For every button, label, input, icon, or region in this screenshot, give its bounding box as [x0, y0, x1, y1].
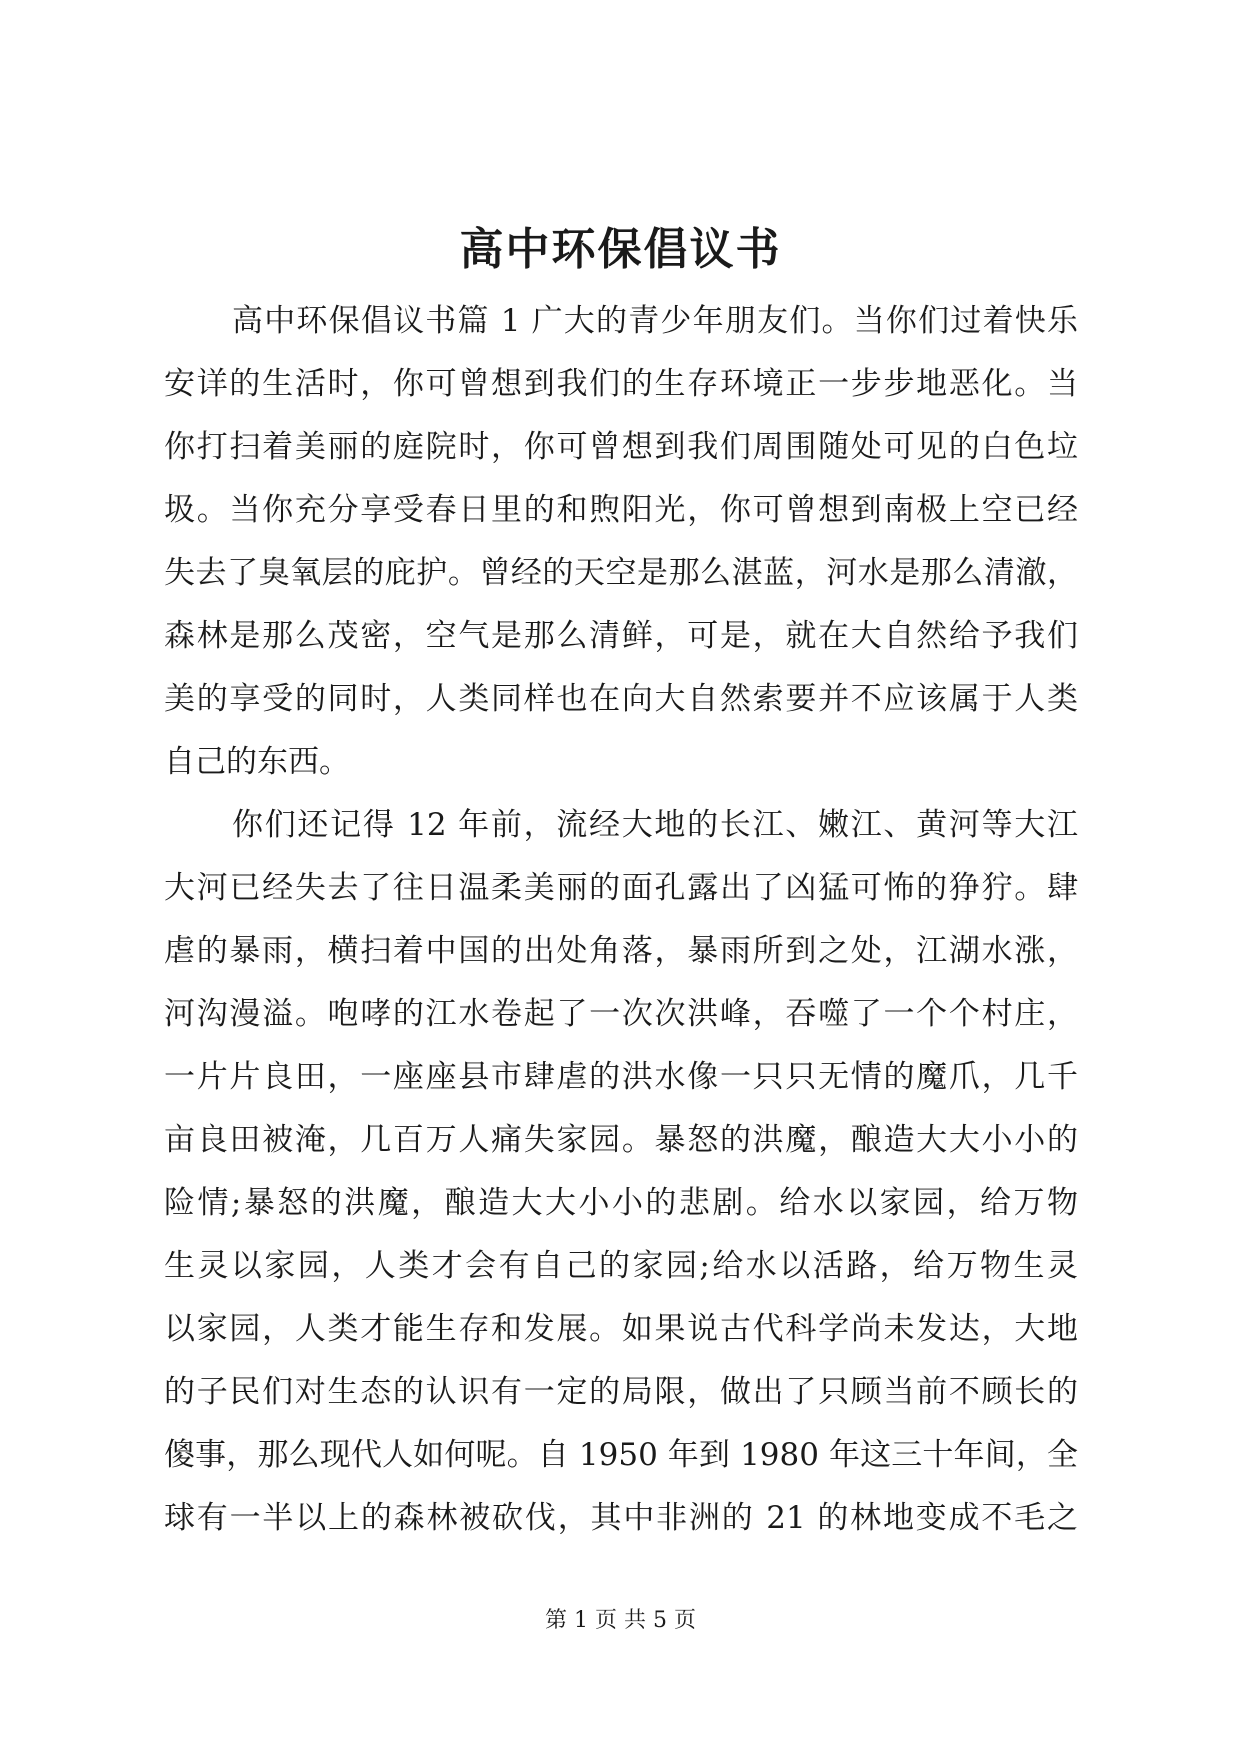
- text-line: 失去了臭氧层的庇护。曾经的天空是那么湛蓝，河水是那么清澈，: [164, 555, 1078, 591]
- paragraph-2: [164, 794, 1078, 1550]
- paragraph-1: [164, 290, 1078, 794]
- text-line: 生灵以家园，人类才会有自己的家园;给水以活路，给万物生灵: [164, 1248, 1078, 1284]
- text-line: 美的享受的同时，人类同样也在向大自然索要并不应该属于人类: [164, 681, 1078, 717]
- text-line: 你们还记得 12 年前，流经大地的长江、嫩江、黄河等大江: [232, 807, 1078, 843]
- text-line: 自己的东西。: [164, 744, 350, 780]
- page-footer: 第 1 页 共 5 页: [545, 1608, 696, 1633]
- text-line: 球有一半以上的森林被砍伐，其中非洲的 21 的林地变成不毛之: [164, 1500, 1078, 1536]
- text-line: 高中环保倡议书篇 1 广大的青少年朋友们。当你们过着快乐: [232, 303, 1078, 339]
- text-line: 你打扫着美丽的庭院时，你可曾想到我们周围随处可见的白色垃: [164, 429, 1078, 465]
- text-line: 的子民们对生态的认识有一定的局限，做出了只顾当前不顾长的: [164, 1374, 1078, 1410]
- text-line: 以家园，人类才能生存和发展。如果说古代科学尚未发达，大地: [164, 1311, 1078, 1347]
- text-line: 险情;暴怒的洪魔，酿造大大小小的悲剧。给水以家园，给万物: [164, 1185, 1078, 1221]
- text-line: 一片片良田，一座座县市肆虐的洪水像一只只无情的魔爪，几千: [164, 1059, 1078, 1095]
- text-line: 圾。当你充分享受春日里的和煦阳光，你可曾想到南极上空已经: [164, 492, 1078, 528]
- text-line: 大河已经失去了往日温柔美丽的面孔露出了凶猛可怖的狰狞。肆: [164, 870, 1078, 906]
- text-line: 亩良田被淹，几百万人痛失家园。暴怒的洪魔，酿造大大小小的: [164, 1122, 1078, 1158]
- text-line: 森林是那么茂密，空气是那么清鲜，可是，就在大自然给予我们: [164, 618, 1078, 654]
- text-line: 河沟漫溢。咆哮的江水卷起了一次次洪峰，吞噬了一个个村庄，: [164, 996, 1078, 1032]
- text-line: 虐的暴雨，横扫着中国的出处角落，暴雨所到之处，江湖水涨，: [164, 933, 1078, 969]
- document-title: 高中环保倡议书: [459, 224, 782, 275]
- text-line: 傻事，那么现代人如何呢。自 1950 年到 1980 年这三十年间，全: [164, 1437, 1078, 1473]
- document-body: [164, 290, 1078, 1550]
- text-line: 安详的生活时，你可曾想到我们的生存环境正一步步地恶化。当: [164, 366, 1078, 402]
